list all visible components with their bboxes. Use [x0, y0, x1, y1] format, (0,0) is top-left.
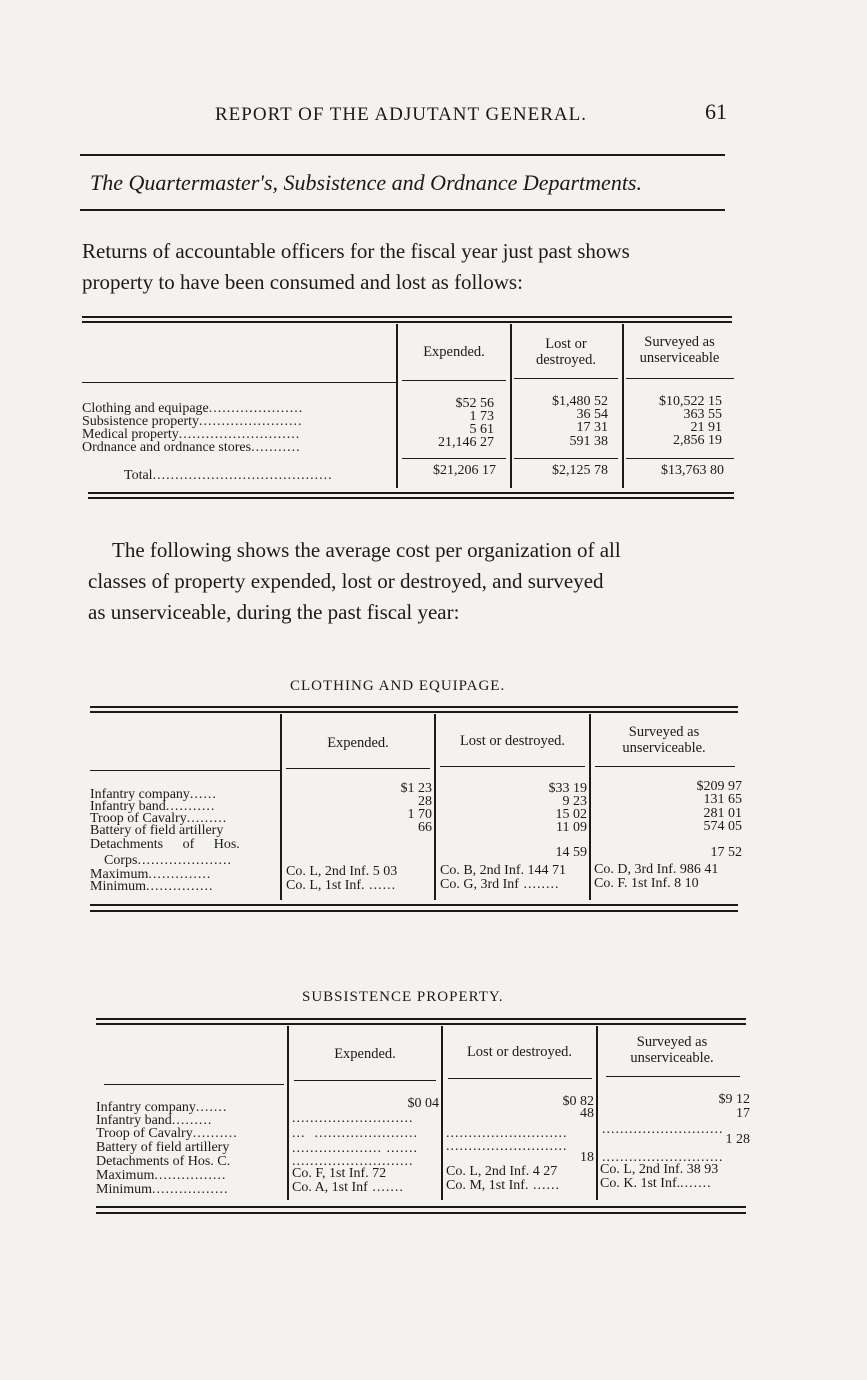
cell-value: 11 09: [556, 820, 587, 835]
col-surveyed-header-line2: unserviceable.: [630, 1050, 714, 1066]
dotted-leader: ...........................: [446, 1139, 568, 1154]
cell-value: $209 97: [696, 779, 742, 794]
col-lost-header: [510, 336, 622, 368]
cell-value: 1 70: [407, 807, 432, 822]
cell-value: $33 19: [548, 781, 587, 796]
cell-value: 17: [736, 1106, 750, 1121]
col-lost-header: Lost or destroyed.: [466, 1044, 573, 1060]
max-lost: Co. L, 2nd Inf. 4 27: [446, 1164, 558, 1179]
col-expended-header: Expended.: [423, 344, 485, 360]
table-row: Battery of field artillery: [96, 1140, 230, 1155]
average-cost-paragraph: [88, 535, 748, 628]
cell-value: 21,146 27: [438, 435, 494, 450]
cell-value: 363 55: [683, 407, 722, 422]
min-lost: Co. M, 1st Inf. ......: [446, 1178, 560, 1193]
col-surveyed-header-line1: Surveyed as: [636, 1034, 708, 1050]
col-expended-header: Expended.: [334, 1046, 396, 1062]
cell-value: 574 05: [703, 819, 742, 834]
cell-value: 28: [418, 794, 432, 809]
col-surveyed-header: [598, 1034, 746, 1066]
cell-value: 9 23: [562, 794, 587, 809]
cell-value: 591 38: [569, 434, 608, 449]
col-lost-header-line1: Lost or: [545, 336, 587, 352]
cell-value: $0 04: [407, 1096, 439, 1111]
para2-line-1: The following shows the average cost per organization of all: [112, 538, 621, 562]
cell-value: 21 91: [690, 420, 722, 435]
table-row-minimum: Minimum.................: [96, 1182, 229, 1197]
min-surveyed: Co. K. 1st Inf........: [600, 1176, 712, 1191]
intro-line-1: Returns of accountable officers for the fiscal year just past shows: [82, 239, 630, 263]
cell-value: $0 82: [562, 1094, 594, 1109]
table-row: Battery of field artillery: [90, 823, 224, 838]
table-row: Infantry band.........: [96, 1113, 213, 1128]
table-row: Clothing and equipage.....................: [82, 401, 304, 416]
dotted-leader: ...........................: [602, 1122, 724, 1137]
table-caption: CLOTHING AND EQUIPAGE.: [290, 678, 506, 694]
table-caption: SUBSISTENCE PROPERTY.: [302, 989, 504, 1005]
cell-value: 131 65: [703, 792, 742, 807]
cell-value: 48: [580, 1106, 594, 1121]
max-expended: Co. F, 1st Inf. 72: [292, 1166, 387, 1181]
cell-value: $52 56: [455, 396, 494, 411]
dotted-leader: ...........................: [602, 1150, 724, 1165]
intro-paragraph: [82, 236, 732, 298]
cell-value: 66: [418, 820, 432, 835]
table-row: Infantry company.......: [96, 1100, 228, 1115]
cell-value: 18: [580, 1150, 594, 1165]
para2-line-3: as unserviceable, during the past fiscal year:: [88, 600, 460, 624]
cell-value: 1 73: [469, 409, 494, 424]
total-surveyed: $13,763 80: [661, 463, 724, 478]
dotted-leader: .................... .......: [292, 1141, 418, 1156]
dotted-leader: ... .......................: [292, 1126, 418, 1141]
col-lost-header-line2: destroyed.: [536, 352, 596, 368]
dotted-leader: ...........................: [292, 1111, 414, 1126]
table-row: Medical property...........................: [82, 427, 301, 442]
table-row: Troop of Cavalry..........: [96, 1126, 238, 1141]
cell-value: 17 52: [710, 845, 742, 860]
table-row-corps: Corps.....................: [104, 853, 232, 868]
top-rule: [80, 154, 725, 156]
cell-value: 14 59: [555, 845, 587, 860]
section-title: The Quartermaster's, Subsistence and Ordnance Departments.: [90, 170, 642, 195]
min-expended: Co. L, 1st Inf. ......: [286, 878, 397, 893]
para2-line-2: classes of property expended, lost or destroyed, and surveyed: [88, 569, 604, 593]
cell-value: 281 01: [703, 806, 742, 821]
cell-value: $10,522 15: [659, 394, 722, 409]
total-lost: $2,125 78: [552, 463, 608, 478]
table-row: Detachments of Hos. C.: [96, 1154, 231, 1169]
min-surveyed: Co. F. 1st Inf. 8 10: [594, 876, 699, 891]
table-row-minimum: Minimum...............: [90, 879, 214, 894]
cell-value: $1 23: [400, 781, 432, 796]
running-head: REPORT OF THE ADJUTANT GENERAL.: [215, 104, 587, 125]
max-surveyed: Co. D, 3rd Inf. 986 41: [594, 862, 719, 877]
table-row: Subsistence property.......................: [82, 414, 303, 429]
col-lost-header: Lost or destroyed.: [459, 733, 566, 749]
table-row-maximum: Maximum................: [96, 1168, 227, 1183]
cell-value: 17 31: [576, 420, 608, 435]
dotted-leader: ...........................: [446, 1126, 568, 1141]
col-surveyed-header: [591, 724, 737, 756]
page-number: 61: [705, 99, 727, 124]
total-row: Total........................................: [124, 468, 333, 483]
cell-value: $9 12: [718, 1092, 750, 1107]
col-expended-header: Expended.: [327, 735, 389, 751]
max-surveyed: Co. L, 2nd Inf. 38 93: [600, 1162, 719, 1177]
col-surveyed-header-line2: unserviceable: [639, 350, 720, 366]
total-expended: $21,206 17: [433, 463, 496, 478]
col-surveyed-header-line2: unserviceable.: [622, 740, 706, 756]
col-surveyed-header-line1: Surveyed as: [628, 724, 700, 740]
col-surveyed-header-line1: Surveyed as: [644, 334, 715, 350]
cell-value: 36 54: [576, 407, 608, 422]
table-row-detachments: Detachments of Hos.: [90, 837, 240, 852]
dotted-leader: ...........................: [292, 1154, 414, 1169]
cell-value: 5 61: [469, 422, 494, 437]
table-row: Infantry band...........: [90, 799, 216, 814]
section-rule: [80, 209, 725, 211]
max-expended: Co. L, 2nd Inf. 5 03: [286, 864, 398, 879]
min-lost: Co. G, 3rd Inf ........: [440, 877, 560, 892]
cell-value: $1,480 52: [552, 394, 608, 409]
cell-value: 15 02: [555, 807, 587, 822]
table-row: Infantry company......: [90, 787, 217, 802]
table-row-maximum: Maximum..............: [90, 867, 212, 882]
max-lost: Co. B, 2nd Inf. 144 71: [440, 863, 566, 878]
table-row: Troop of Cavalry.........: [90, 811, 228, 826]
cell-value: 2,856 19: [673, 433, 722, 448]
min-expended: Co. A, 1st Inf .......: [292, 1180, 404, 1195]
col-surveyed-header: [622, 334, 737, 366]
intro-line-2: property to have been consumed and lost as follows:: [82, 270, 523, 294]
cell-value: 1 28: [725, 1132, 750, 1147]
table-row: Ordnance and ordnance stores...........: [82, 440, 301, 455]
